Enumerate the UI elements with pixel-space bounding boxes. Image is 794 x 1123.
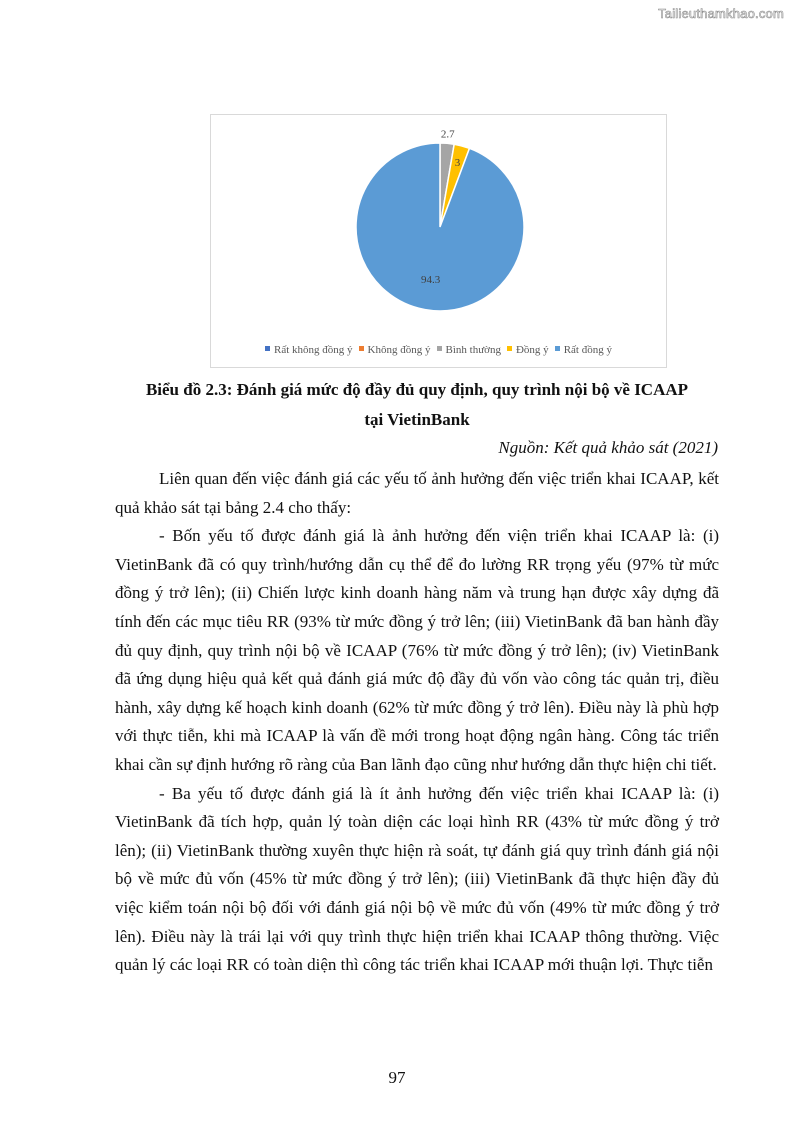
legend-label: Bình thường: [445, 344, 501, 356]
legend-swatch: [265, 346, 270, 351]
pie-chart: [210, 114, 667, 368]
legend-item-rat-khong-dong-y: [265, 344, 353, 356]
body-text: [115, 465, 719, 980]
paragraph-three-factors: - Ba yếu tố được đánh giá là ít ảnh hưởng đến việc triển khai ICAAP là: (i) VietinBank đã tích hợp, quản lý toàn diện các loại hình RR (43% từ mức đồng ý trở lên); (ii) VietinBank thường xuyên thực hiện rà soát, tự đánh giá quy trình đánh giá nội bộ về mức đủ vốn (45% từ mức đồng ý trở lên); (iii) VietinBank đã thực hiện đầy đủ việc kiểm toán nội bộ đối với đánh giá nội bộ về mức đủ vốn (49% từ mức đồng ý trở lên). Điều này là trái lại với quy trình thực hiện triển khai ICAAP thông thường. Việc quản lý các loại RR có toàn diện thì công tác triển khai ICAAP mới thuận lợi. Thực tiễn: [115, 783, 719, 975]
figure-caption-line1: Biểu đồ 2.3: Đánh giá mức độ đầy đủ quy định, quy trình nội bộ về ICAAP: [145, 380, 689, 399]
figure-source: Nguồn: Kết quả khảo sát (2021): [498, 438, 718, 457]
legend-item-dong-y: [507, 344, 549, 356]
legend-swatch: [507, 346, 512, 351]
figure-caption-line2: tại VietinBank: [364, 410, 470, 429]
paragraph-intro: Liên quan đến việc đánh giá các yếu tố ảnh hưởng đến việc triển khai ICAAP, kết quả khảo sát tại bảng 2.4 cho thấy:: [115, 469, 719, 517]
pie-data-label-dong-y: 3: [454, 157, 461, 170]
pie-data-label-rat-dong-y: 94.3: [420, 274, 441, 287]
paragraph-four-factors: - Bốn yếu tố được đánh giá là ảnh hưởng đến viện triển khai ICAAP là: (i) VietinBank đã có quy trình/hướng dẫn cụ thể để đo lường RR trọng yếu (97% từ mức đồng ý trở lên); (ii) Chiến lược kinh doanh hàng năm và trung hạn được xây dựng đã tính đến các mục tiêu RR (93% từ mức đồng ý trở lên; (iii) VietinBank đã ban hành đầy đủ quy định, quy trình nội bộ về ICAAP (76% từ mức đồng ý trở lên); (iv) VietinBank đã ứng dụng hiệu quả kết quả đánh giá mức độ đầy đủ vốn vào công tác quản trị, điều hành, xây dựng kế hoạch kinh doanh (62% từ mức đồng ý trở lên). Điều này là phù hợp với thực tiễn, khi mà ICAAP là vấn đề mới trong hoạt động ngân hàng. Công tác triển khai cần sự định hướng rõ ràng của Ban lãnh đạo cũng như hướng dẫn thực hiện chi tiết.: [115, 526, 719, 774]
legend-swatch: [437, 346, 442, 351]
legend-label: Rất đồng ý: [563, 344, 612, 356]
page-number: 97: [388, 1068, 406, 1087]
legend-item-rat-dong-y: [555, 344, 612, 356]
legend-label: Rất không đồng ý: [274, 344, 353, 356]
legend-label: Đồng ý: [515, 344, 549, 356]
chart-legend: [211, 344, 666, 356]
legend-item-binh-thuong: [437, 344, 501, 356]
legend-swatch: [555, 346, 560, 351]
legend-item-khong-dong-y: [359, 344, 431, 356]
legend-label: Không đồng ý: [367, 344, 431, 356]
pie-data-label-binh-thuong: 2.7: [440, 128, 455, 141]
pie-chart-svg: [211, 115, 666, 340]
legend-swatch: [359, 346, 364, 351]
watermark: Tailieuthamkhao.com: [658, 6, 784, 21]
